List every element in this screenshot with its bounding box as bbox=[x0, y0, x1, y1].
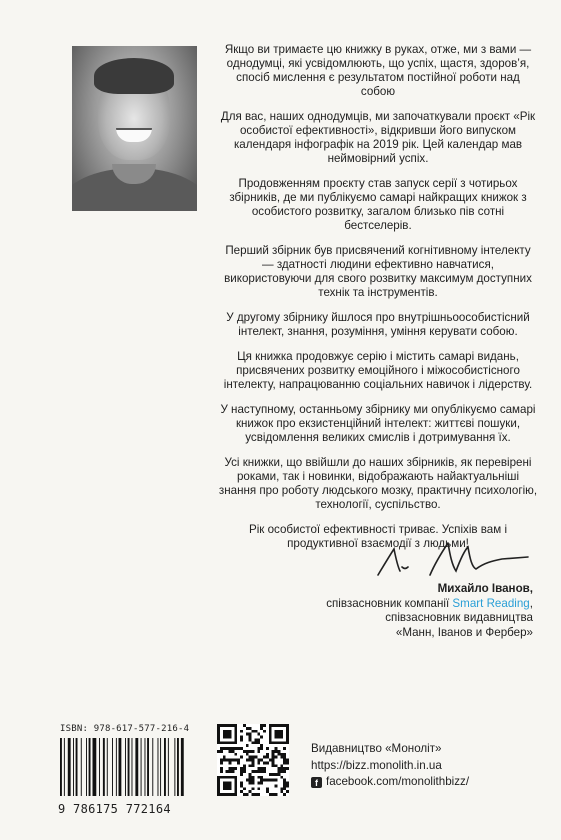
qr-module bbox=[240, 782, 243, 785]
qr-module bbox=[272, 779, 275, 782]
qr-module bbox=[269, 793, 272, 796]
qr-module bbox=[272, 753, 275, 756]
barcode-bar bbox=[86, 738, 87, 796]
qr-finder-center bbox=[223, 782, 232, 791]
barcode-bar bbox=[99, 738, 100, 796]
qr-module bbox=[254, 741, 257, 744]
qr-module bbox=[246, 753, 249, 756]
qr-module bbox=[260, 744, 263, 747]
qr-module bbox=[280, 756, 283, 759]
publisher-website[interactable]: https://bizz.monolith.in.ua bbox=[311, 758, 442, 772]
qr-module bbox=[231, 759, 234, 762]
qr-module bbox=[229, 750, 232, 753]
qr-module bbox=[257, 733, 260, 736]
qr-module bbox=[283, 756, 286, 759]
facebook-link[interactable]: facebook.com/monolithbizz/ bbox=[326, 775, 470, 788]
qr-module bbox=[277, 773, 280, 776]
qr-module bbox=[257, 759, 260, 762]
qr-module bbox=[257, 776, 260, 779]
qr-module bbox=[257, 793, 260, 796]
qr-module bbox=[254, 756, 257, 759]
intro-paragraph: Ця книжка продовжує серію і містить самарі видань, присвячених розвитку емоційного і міжособистісного інтелекту, напрацюванню соціальних навичок і лідерству. bbox=[223, 350, 533, 391]
barcode-bar bbox=[73, 738, 74, 796]
qr-module bbox=[240, 770, 243, 773]
qr-module bbox=[226, 770, 229, 773]
author-role-1 bbox=[213, 597, 533, 612]
qr-module bbox=[246, 733, 249, 736]
barcode-bar bbox=[60, 738, 62, 796]
qr-module bbox=[249, 756, 252, 759]
qr-module bbox=[240, 773, 243, 776]
qr-module bbox=[263, 756, 266, 759]
qr-module bbox=[280, 790, 283, 793]
qr-module bbox=[220, 759, 223, 762]
barcode-bar bbox=[168, 738, 169, 796]
qr-module bbox=[260, 779, 263, 782]
barcode-bar bbox=[89, 738, 91, 796]
qr-module bbox=[243, 770, 246, 773]
qr-module bbox=[286, 784, 289, 787]
qr-module bbox=[249, 750, 252, 753]
qr-module bbox=[275, 779, 278, 782]
qr-module bbox=[283, 793, 286, 796]
qr-module bbox=[280, 753, 283, 756]
qr-module bbox=[266, 790, 269, 793]
barcode-bar bbox=[177, 738, 179, 796]
qr-module bbox=[234, 767, 237, 770]
qr-module bbox=[277, 750, 280, 753]
qr-module bbox=[266, 756, 269, 759]
qr-module bbox=[229, 761, 232, 764]
barcode-bar bbox=[119, 738, 122, 796]
qr-module bbox=[243, 764, 246, 767]
barcode-bar bbox=[116, 738, 117, 796]
qr-module bbox=[246, 779, 249, 782]
qr-module bbox=[263, 779, 266, 782]
intro-paragraph: У другому збірнику йшлося про внутрішньоособистісний інтелект, знання, розуміння, уміння керувати собою. bbox=[226, 311, 530, 338]
intro-paragraph: Якщо ви тримаєте цю книжку в руках, отже, ми з вами — однодумці, які усвідомлюють, що успіх, щастя, здоров’я, спосіб мислення є результатом постійної роботи над собою bbox=[224, 43, 532, 98]
qr-module bbox=[257, 767, 260, 770]
qr-module bbox=[275, 747, 278, 750]
qr-module bbox=[275, 750, 278, 753]
barcode-bar bbox=[125, 738, 126, 796]
qr-module bbox=[254, 793, 257, 796]
qr-module bbox=[249, 773, 252, 776]
author-role-3: «Манн, Іванов и Фербер» bbox=[395, 625, 533, 639]
qr-module bbox=[272, 773, 275, 776]
author-credit bbox=[213, 582, 533, 640]
barcode-bar bbox=[145, 738, 146, 796]
qr-module bbox=[283, 779, 286, 782]
author-role-1-prefix: співзасновник компанії bbox=[326, 596, 453, 610]
barcode-bar bbox=[152, 738, 153, 796]
qr-module bbox=[260, 736, 263, 739]
qr-module bbox=[257, 738, 260, 741]
qr-module bbox=[252, 756, 255, 759]
facebook-icon: f bbox=[311, 777, 322, 788]
qr-module bbox=[240, 736, 243, 739]
intro-paragraph: Рік особистої ефективності триває. Успіхів вам і продуктивної взаємодії з людьми! bbox=[248, 523, 508, 550]
barcode-bar bbox=[76, 738, 78, 796]
qr-module bbox=[257, 787, 260, 790]
qr-module bbox=[237, 747, 240, 750]
qr-module bbox=[249, 733, 252, 736]
qr-module bbox=[272, 764, 275, 767]
qr-module bbox=[275, 773, 278, 776]
author-role-1-suffix: , bbox=[529, 596, 533, 610]
qr-module bbox=[266, 787, 269, 790]
qr-module bbox=[263, 761, 266, 764]
qr-module bbox=[286, 782, 289, 785]
qr-module bbox=[246, 750, 249, 753]
qr-module bbox=[231, 750, 234, 753]
barcode-bar bbox=[147, 738, 149, 796]
qr-module bbox=[266, 779, 269, 782]
qr-module bbox=[280, 787, 283, 790]
barcode-block bbox=[58, 724, 203, 822]
qr-module bbox=[220, 750, 223, 753]
intro-paragraph: Усі книжки, що ввійшли до наших збірників, як перевірені роками, так і новинки, відображають найактуальніші знання про роботу людського мозку, практичну психологію, технології, суспільство. bbox=[218, 456, 538, 511]
qr-module bbox=[263, 730, 266, 733]
qr-module bbox=[234, 759, 237, 762]
qr-module bbox=[283, 759, 286, 762]
qr-module bbox=[283, 767, 286, 770]
photo-hair bbox=[94, 58, 174, 94]
smart-reading-brand: Smart Reading bbox=[452, 596, 530, 610]
qr-module bbox=[249, 759, 252, 762]
qr-module bbox=[272, 759, 275, 762]
qr-module bbox=[275, 764, 278, 767]
qr-module bbox=[237, 761, 240, 764]
barcode-bar bbox=[174, 738, 175, 796]
qr-module bbox=[272, 750, 275, 753]
qr-module bbox=[240, 790, 243, 793]
qr-module bbox=[231, 770, 234, 773]
barcode-bars bbox=[58, 738, 198, 796]
qr-module bbox=[280, 767, 283, 770]
qr-module bbox=[254, 730, 257, 733]
qr-module bbox=[269, 773, 272, 776]
qr-module bbox=[252, 787, 255, 790]
qr-module bbox=[257, 782, 260, 785]
qr-module bbox=[220, 770, 223, 773]
qr-module bbox=[252, 750, 255, 753]
intro-paragraph: Продовженням проєкту став запуск серії з чотирьох збірників, де ми публікуємо самарі найкращих книжок з особистого розвитку, загалом близько пів сотні бестселерів. bbox=[229, 177, 527, 232]
qr-module bbox=[237, 759, 240, 762]
qr-module bbox=[243, 793, 246, 796]
qr-module bbox=[220, 767, 223, 770]
author-role-2: співзасновник видавництва bbox=[385, 611, 533, 624]
qr-module bbox=[220, 747, 223, 750]
qr-module bbox=[283, 770, 286, 773]
qr-module bbox=[280, 764, 283, 767]
qr-finder-center bbox=[275, 730, 284, 739]
qr-module bbox=[266, 761, 269, 764]
author-photo bbox=[72, 46, 197, 211]
qr-module bbox=[229, 747, 232, 750]
qr-module bbox=[254, 738, 257, 741]
qr-module bbox=[249, 779, 252, 782]
barcode-bar bbox=[81, 738, 82, 796]
barcode-bar bbox=[135, 738, 138, 796]
qr-module bbox=[263, 767, 266, 770]
qr-module bbox=[252, 741, 255, 744]
qr-module bbox=[243, 767, 246, 770]
qr-module bbox=[266, 753, 269, 756]
qr-module bbox=[254, 770, 257, 773]
qr-module bbox=[257, 770, 260, 773]
qr-module bbox=[283, 782, 286, 785]
qr-module bbox=[260, 782, 263, 785]
qr-module bbox=[275, 784, 278, 787]
qr-module bbox=[272, 793, 275, 796]
ean-number: 9 786175 772164 bbox=[58, 802, 171, 816]
qr-module bbox=[240, 738, 243, 741]
barcode-bar bbox=[128, 738, 130, 796]
qr-module bbox=[234, 747, 237, 750]
qr-module bbox=[223, 759, 226, 762]
qr-module bbox=[283, 753, 286, 756]
qr-module bbox=[249, 736, 252, 739]
qr-module bbox=[286, 759, 289, 762]
qr-module bbox=[277, 753, 280, 756]
qr-module bbox=[260, 759, 263, 762]
qr-module bbox=[220, 761, 223, 764]
qr-module bbox=[229, 767, 232, 770]
qr-module bbox=[217, 750, 220, 753]
qr-module bbox=[243, 787, 246, 790]
qr-module bbox=[226, 759, 229, 762]
qr-module bbox=[240, 767, 243, 770]
qr-module bbox=[252, 779, 255, 782]
barcode-bar bbox=[141, 738, 142, 796]
qr-module bbox=[283, 787, 286, 790]
qr-module bbox=[257, 750, 260, 753]
qr-code bbox=[217, 724, 289, 796]
intro-text bbox=[218, 43, 538, 562]
barcode-bar bbox=[107, 738, 108, 796]
barcode-bar bbox=[112, 738, 113, 796]
qr-module bbox=[260, 727, 263, 730]
qr-module bbox=[249, 776, 252, 779]
qr-module bbox=[240, 730, 243, 733]
qr-module bbox=[263, 724, 266, 727]
qr-module bbox=[280, 770, 283, 773]
barcode-bar bbox=[64, 738, 65, 796]
qr-module bbox=[223, 747, 226, 750]
qr-module bbox=[275, 756, 278, 759]
intro-paragraph: Перший збірник був присвячений когнітивному інтелекту — здатності людини ефективно навчатися, використовуючи для свого розвитку максимум доступних технік та інструментів. bbox=[224, 244, 532, 299]
barcode-bar bbox=[103, 738, 105, 796]
qr-module bbox=[240, 747, 243, 750]
qr-module bbox=[283, 747, 286, 750]
qr-module bbox=[246, 793, 249, 796]
qr-module bbox=[260, 776, 263, 779]
author-name: Михайло Іванов, bbox=[437, 582, 533, 595]
barcode-bar bbox=[158, 738, 159, 796]
qr-module bbox=[229, 770, 232, 773]
qr-module bbox=[252, 770, 255, 773]
qr-module bbox=[240, 756, 243, 759]
barcode-bar bbox=[132, 738, 133, 796]
barcode-bar bbox=[93, 738, 97, 796]
qr-module bbox=[234, 753, 237, 756]
qr-module bbox=[260, 767, 263, 770]
qr-module bbox=[249, 727, 252, 730]
qr-module bbox=[249, 764, 252, 767]
publisher-facebook[interactable] bbox=[311, 774, 469, 791]
qr-module bbox=[277, 770, 280, 773]
barcode-bar bbox=[160, 738, 161, 796]
qr-module bbox=[269, 759, 272, 762]
qr-module bbox=[252, 764, 255, 767]
qr-module bbox=[286, 761, 289, 764]
publisher-info bbox=[311, 741, 469, 791]
qr-module bbox=[249, 738, 252, 741]
intro-paragraph: Для вас, наших однодумців, ми започаткували проєкт «Рік особистої ефективності», відкривши його випуском календаря інфографік на 2019 рік. Цей календар мав неймовірний успіх. bbox=[220, 110, 536, 165]
qr-module bbox=[249, 782, 252, 785]
qr-module bbox=[240, 784, 243, 787]
qr-finder-center bbox=[223, 730, 232, 739]
qr-module bbox=[272, 761, 275, 764]
qr-module bbox=[246, 744, 249, 747]
qr-module bbox=[246, 727, 249, 730]
qr-module bbox=[277, 767, 280, 770]
qr-module bbox=[252, 759, 255, 762]
qr-module bbox=[269, 779, 272, 782]
qr-module bbox=[263, 770, 266, 773]
barcode-bar bbox=[181, 738, 184, 796]
qr-module bbox=[260, 770, 263, 773]
qr-module bbox=[283, 784, 286, 787]
publisher-name: Видавництво «Моноліт» bbox=[311, 742, 442, 755]
qr-module bbox=[252, 782, 255, 785]
qr-module bbox=[266, 747, 269, 750]
qr-module bbox=[252, 776, 255, 779]
qr-module bbox=[249, 790, 252, 793]
qr-module bbox=[257, 761, 260, 764]
qr-module bbox=[252, 761, 255, 764]
qr-module bbox=[275, 793, 278, 796]
qr-module bbox=[280, 776, 283, 779]
qr-module bbox=[286, 790, 289, 793]
qr-module bbox=[231, 747, 234, 750]
qr-module bbox=[229, 759, 232, 762]
qr-module bbox=[243, 750, 246, 753]
qr-module bbox=[246, 759, 249, 762]
barcode-bar bbox=[164, 738, 166, 796]
qr-module bbox=[260, 747, 263, 750]
qr-module bbox=[257, 747, 260, 750]
isbn-label: ISBN: 978-617-577-216-4 bbox=[60, 724, 190, 734]
qr-module bbox=[257, 741, 260, 744]
qr-module bbox=[272, 756, 275, 759]
qr-module bbox=[223, 756, 226, 759]
qr-module bbox=[260, 724, 263, 727]
qr-module bbox=[243, 724, 246, 727]
qr-module bbox=[252, 793, 255, 796]
intro-paragraph: У наступному, останньому збірнику ми опублікуємо самарі книжок про екзистенційний інтелект: життєві пошуки, усвідомлення великих смислів і дотримування їх. bbox=[220, 403, 536, 444]
barcode-bar bbox=[68, 738, 71, 796]
qr-module bbox=[226, 747, 229, 750]
qr-module bbox=[286, 767, 289, 770]
qr-module bbox=[252, 730, 255, 733]
author-signature bbox=[372, 535, 532, 581]
qr-module bbox=[283, 761, 286, 764]
qr-module bbox=[231, 767, 234, 770]
